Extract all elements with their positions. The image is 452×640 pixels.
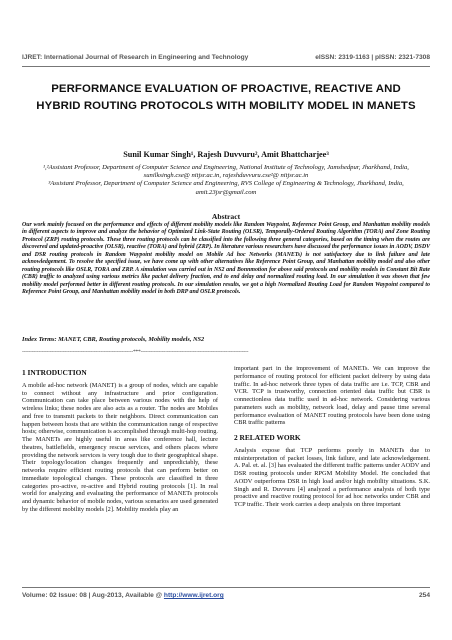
- related-work-heading: 2 RELATED WORK: [234, 433, 301, 442]
- related-work-text: Analysis expose that TCP performs poorly in MANETs due to misinterpretation of packet losses, link failure, and late acknowledgement. A. Pal. et. al. [3] has evaluated the different traffic patterns under AODV and DSR routing protocols under RPGM Mobility Model. He concluded that AODV outperforms DSR in high load and/or high mobility situations. S.K. Singh and R. Duvvuru [4] analyzed a performance analysis of both type proactive and reactive routing protocol for ad hoc networks under CBR and TCP traffic. Their work carries a deep analysis on three important: [234, 446, 430, 508]
- authors: Sunil Kumar Singh¹, Rajesh Duvvuru², Amit Bhattcharjee³: [123, 150, 329, 159]
- journal-name: IJRET: International Journal of Research in Engineering and Technology: [22, 54, 249, 61]
- page-number: 254: [418, 592, 430, 599]
- affiliation-2: ³Assistant Professor, Department of Computer Science and Engineering, RVS College of Engineering & Technology, Jharkhand, India, amit.23jsr@gmail.com: [48, 180, 404, 196]
- right-column: [234, 365, 430, 509]
- abstract-text: Our work mainly focused on the performance and effects of different mobility models like Random Waypoint, Reference Point Group, and Manhattan mobility models in different aspects to improve and analyze the behavior of Optimized Link-State Routing (OLSR), Temporally-Ordered Routing Algorithm (TORA) and Zone Routing Protocol (ZRP) routing protocols. These three routing protocols can be classified into the following three general categories, based on the timing when the routes are discovered and updated-proactive (OLSR), reactive (TORA) and hybrid (ZRP). In literature various researchers have discussed the performance issues in AODV, DSDV and DSR routing protocols in Random Waypoint mobility model on Mobile Ad hoc Networks (MANETs) is not satisfactory due to link failure and late acknowledgement. To resolve the specified issue, we have come up with other alternatives like Reference Point Group, and Manhattan mobility model and also other routing protocols like OSLR, TORA and ZRP. A simulation was carried out in NS2 and Bonnmotion for above said protocols and mobility models in Constant Bit Rate (CBR) traffic to analyzed using various metrics like packet delivery fraction, end to end delay and normalized routing load. In our simulation it was shown that few mobility model performed better in different routing protocols. In our simulation results, we got a high Normalized Routing Load for Random Waypoint compared to Reference Point Group, and Manhattan mobility model in both DRP and OSLR protocols.: [22, 222, 430, 296]
- left-column: [22, 365, 218, 514]
- page-footer: [22, 592, 430, 599]
- footer-volume: [22, 592, 224, 599]
- journal-link[interactable]: http://www.ijret.org: [163, 592, 224, 599]
- introduction-text: A mobile ad-hoc network (MANET) is a group of nodes, which are capable to connect without any infrastructure and prior configuration. Communication can take place between various nodes with the help of wireless links; these nodes are also acts as a router. The nodes are Mobiles and free to transmit packets to their neighbors. Direct communication can happen between hosts that are within the communication range of respective hosts; otherwise, communication is accomplished through multi-hop routing. The MANETs are highly useful in areas like conference hall, lecture theatres, battlefields, emergency rescue services, and others places where providing the network services is very tough due to their geographical shape. Their topology/location changes frequently and unpredictably, these networks require efficient routing protocols that can perform better on immediate topological changes. These protocols are classified in three categories pro-active, re-active and Hybrid routing protocols [1]. In real world for analyzing and evaluating the performance of MANETs protocols and dynamic behavior of mobile nodes, various scenarios are used generated by the different mobility models [2]. Mobility models play an: [22, 381, 218, 513]
- issn: eISSN: 2319-1163 | pISSN: 2321-7308: [315, 54, 430, 61]
- journal-header: [22, 54, 430, 61]
- introduction-continued-text: important part in the improvement of MANETs. We can improve the performance of routing protocol for efficient packet delivery by using data traffic. In ad-hoc network three types of data traffic are i.e. TCP, CBR and VCR. TCP is trustworthy, connection oriented data traffic but CBR is connectionless data traffic used in ad-hoc network. Considering various parameters such as mobility, network load, delay and pause time several performance evaluation of MANET routing protocols have been done using CBR traffic patterns: [234, 365, 430, 427]
- index-terms: Index Terms: MANET, CBR, Routing protocols, Mobility models, NS2: [22, 336, 205, 343]
- affiliations: [22, 164, 430, 197]
- footer-volume-text: Volume: 02 Issue: 08 | Aug-2013, Available @: [22, 592, 163, 599]
- introduction-heading: 1 INTRODUCTION: [22, 368, 87, 377]
- affiliation-1: ¹,²Assistant Professor, Department of Computer Science and Engineering, National Institute of Technology, Jamshedpur, Jharkhand, India, sunilksingh.cse@ nitjsr.ac.in, rajeshduvvuru.cse²@ nitjsr.ac.in: [43, 164, 409, 180]
- paper-title: PERFORMANCE EVALUATION OF PROACTIVE, REACTIVE AND HYBRID ROUTING PROTOCOLS WITH MOBILITY MODEL IN MANETS: [36, 83, 416, 112]
- section-separator: --------------------------------------------------------------------***------------------------------------------------------------------: [22, 349, 249, 355]
- footer-rule: [22, 587, 430, 588]
- header-rule: [22, 66, 430, 67]
- abstract-heading: Abstract: [211, 212, 241, 221]
